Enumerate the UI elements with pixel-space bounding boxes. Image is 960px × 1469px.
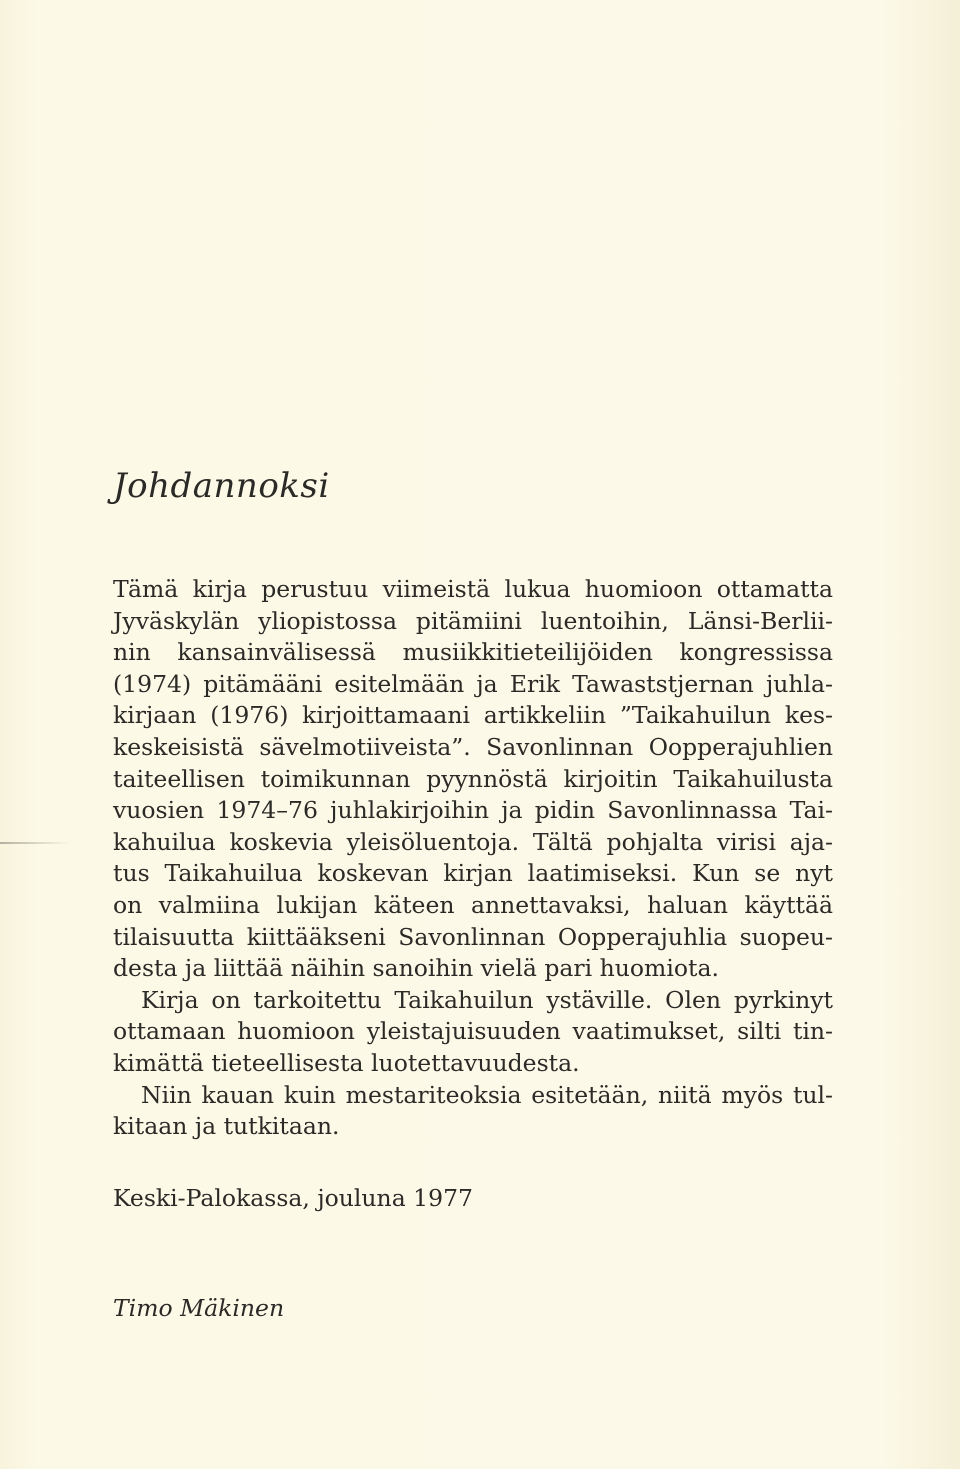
paragraph-2-line-3: kimättä tieteellisesta luotettavuudesta.	[113, 1048, 580, 1077]
body-text	[113, 574, 833, 1143]
paragraph-1-line-9: kahuilua koskevia yleisöluentoja. Tältä pohjalta virisi aja-	[113, 827, 833, 856]
scan-edge-mark	[0, 842, 70, 844]
paragraph-1-line-2: Jyväskylän yliopistossa pitämiini luentoihin, Länsi-Berlii-	[113, 606, 833, 635]
paragraph-1-line-7: taiteellisen toimikunnan pyynnöstä kirjoitin Taikahuilusta	[113, 764, 833, 793]
paragraph-1-line-3: nin kansainvälisessä musiikkitieteilijöiden kongressissa	[113, 638, 833, 667]
paragraph-1-line-4: (1974) pitämääni esitelmään ja Erik Tawaststjernan juhla-	[113, 669, 833, 698]
paragraph-1-line-12: tilaisuutta kiittääkseni Savonlinnan Oopperajuhlia suopeu-	[113, 922, 833, 951]
paragraph-1-line-8: vuosien 1974–76 juhlakirjoihin ja pidin Savonlinnassa Tai-	[113, 796, 833, 825]
paragraph-1-line-1: Tämä kirja perustuu viimeistä lukua huomioon ottamatta	[113, 575, 833, 603]
author-signature: Timo Mäkinen	[113, 1294, 285, 1322]
paragraph-1-line-10: tus Taikahuilua koskevan kirjan laatimiseksi. Kun se nyt	[113, 859, 833, 888]
place-and-date: Keski-Palokassa, jouluna 1977	[113, 1184, 473, 1212]
paragraph-1-line-13: desta ja liittää näihin sanoihin vielä pari huomiota.	[113, 954, 719, 983]
chapter-heading: Johdannoksi	[113, 466, 330, 506]
paragraph-1-line-6: keskeisistä sävelmotiiveista”. Savonlinnan Oopperajuhlien	[113, 732, 833, 761]
paragraph-3-line-1: Niin kauan kuin mestariteoksia esitetään, niitä myös tul-	[141, 1080, 833, 1109]
paragraph-1-line-11: on valmiina lukijan käteen annettavaksi, haluan käyttää	[113, 890, 833, 919]
paragraph-1-line-5: kirjaan (1976) kirjoittamaani artikkeliin ”Taikahuilun kes-	[113, 701, 833, 730]
paragraph-2-line-1: Kirja on tarkoitettu Taikahuilun ystäville. Olen pyrkinyt	[141, 985, 833, 1014]
paragraph-3-line-2: kitaan ja tutkitaan.	[113, 1112, 340, 1141]
paragraph-2-line-2: ottamaan huomioon yleistajuisuuden vaatimukset, silti tin-	[113, 1017, 833, 1046]
